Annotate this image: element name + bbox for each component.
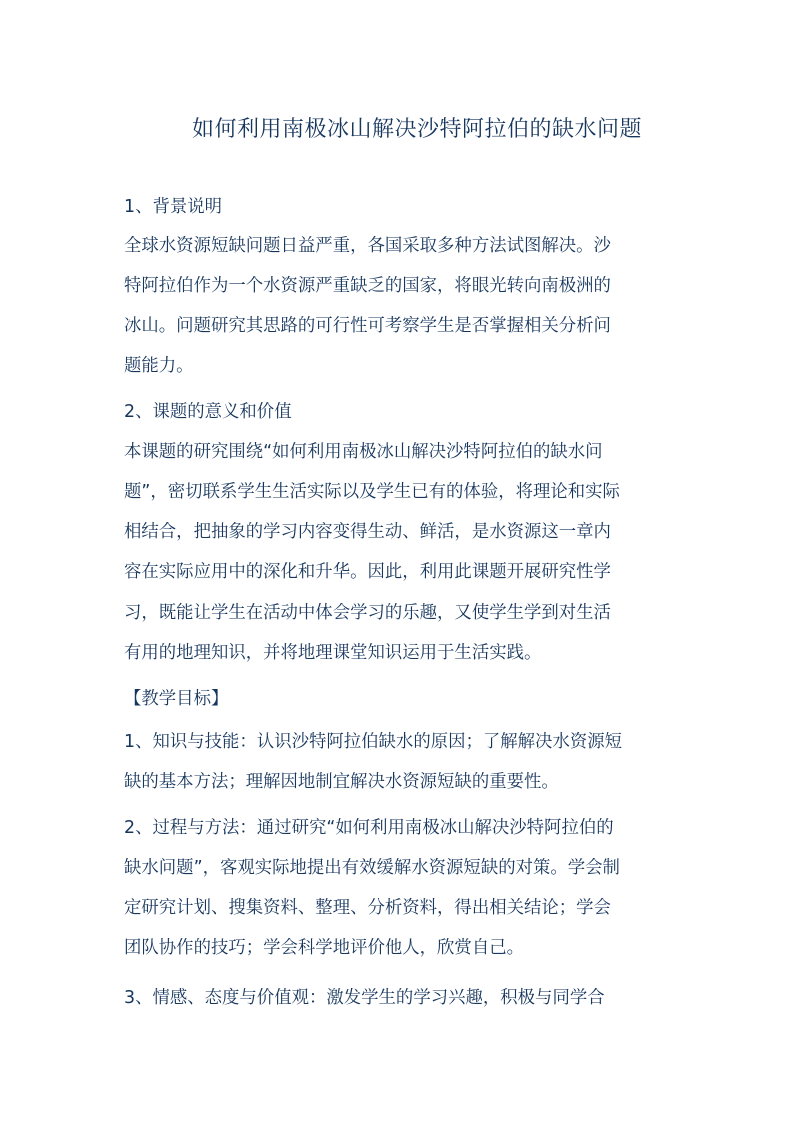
paragraph-line: 容在实际应用中的深化和升华。因此，利用此课题开展研究性学	[124, 562, 611, 582]
document-title: 如何利用南极冰山解决沙特阿拉伯的缺水问题	[191, 117, 642, 142]
paragraph-line: 全球水资源短缺问题日益严重，各国采取多种方法试图解决。沙	[124, 236, 611, 256]
paragraph-line: 3、情感、态度与价值观：激发学生的学习兴趣，积极与同学合	[124, 988, 605, 1008]
paragraph-line: 团队协作的技巧；学会科学地评价他人，欣赏自己。	[124, 938, 524, 958]
paragraph-line: 缺的基本方法；理解因地制宜解决水资源短缺的重要性。	[124, 772, 559, 792]
paragraph-line: 2、过程与方法：通过研究“如何利用南极冰山解决沙特阿拉伯的	[124, 818, 614, 838]
paragraph-line: 相结合，把抽象的学习内容变得生动、鲜活，是水资源这一章内	[124, 522, 611, 542]
paragraph-line: 定研究计划、搜集资料、整理、分析资料，得出相关结论；学会	[124, 898, 611, 918]
section-heading-significance: 2、课题的意义和价值	[124, 402, 292, 422]
section-heading-background: 1、背景说明	[124, 197, 223, 217]
paragraph-line: 1、知识与技能：认识沙特阿拉伯缺水的原因；了解解决水资源短	[124, 732, 623, 752]
paragraph-line: 特阿拉伯作为一个水资源严重缺乏的国家，将眼光转向南极洲的	[124, 276, 611, 296]
paragraph-line: 缺水问题”，客观实际地提出有效缓解水资源短缺的对策。学会制	[124, 858, 620, 878]
section-heading-objectives: 【教学目标】	[124, 689, 229, 709]
paragraph-line: 有用的地理知识，并将地理课堂知识运用于生活实践。	[124, 643, 542, 663]
paragraph-line: 习，既能让学生在活动中体会学习的乐趣，又使学生学到对生活	[124, 603, 611, 623]
paragraph-line: 题能力。	[124, 356, 194, 376]
paragraph-line: 冰山。问题研究其思路的可行性可考察学生是否掌握相关分析问	[124, 316, 611, 336]
paragraph-line: 本课题的研究围绕“如何利用南极冰山解决沙特阿拉伯的缺水问	[124, 442, 603, 462]
paragraph-line: 题”，密切联系学生生活实际以及学生已有的体验，将理论和实际	[124, 482, 620, 502]
